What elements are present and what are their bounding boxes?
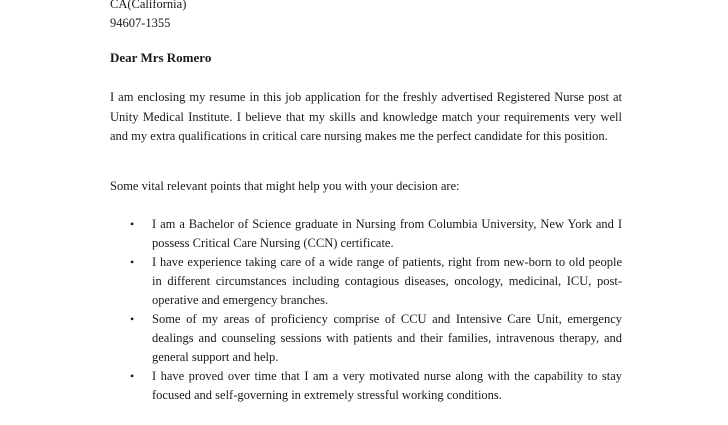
bullet-dot-icon: • (130, 217, 135, 231)
bullet-item-proficiency (130, 310, 622, 367)
bullet-text: I have experience taking care of a wide range of patients, right from new-born to old people in different circumstances including contagious diseases, oncology, medicinal, ICU, post-operative and emergency branches. (152, 255, 622, 307)
qualification-bullet-list (130, 215, 622, 405)
points-intro-paragraph: Some vital relevant points that might help you with your decision are: (110, 179, 460, 193)
bullet-text: Some of my areas of proficiency comprise of CCU and Intensive Care Unit, emergency dealings and counseling sessions with patients and their families, intravenous therapy, and general support and help. (152, 312, 622, 364)
salutation: Dear Mrs Romero (110, 50, 212, 65)
bullet-dot-icon: • (130, 255, 135, 269)
intro-paragraph: I am enclosing my resume in this job application for the freshly advertised Registered Nurse post at Unity Medical Institute. I believe that my skills and knowledge match your requirements very well and my extra qualifications in critical care nursing makes me the perfect candidate for this position. (110, 90, 622, 143)
address-zip-line: 94607-1355 (110, 16, 171, 30)
bullet-item-experience (130, 253, 622, 310)
bullet-dot-icon: • (130, 312, 135, 326)
bullet-dot-icon: • (130, 369, 135, 383)
bullet-text: I have proved over time that I am a very motivated nurse along with the capability to stay focused and self-governing in extremely stressful working conditions. (152, 369, 622, 402)
bullet-item-education (130, 215, 622, 253)
bullet-item-motivation (130, 367, 622, 405)
bullet-text: I am a Bachelor of Science graduate in Nursing from Columbia University, New York and I possess Critical Care Nursing (CCN) certificate. (152, 217, 622, 250)
address-state-line: CA(California) (110, 0, 187, 11)
